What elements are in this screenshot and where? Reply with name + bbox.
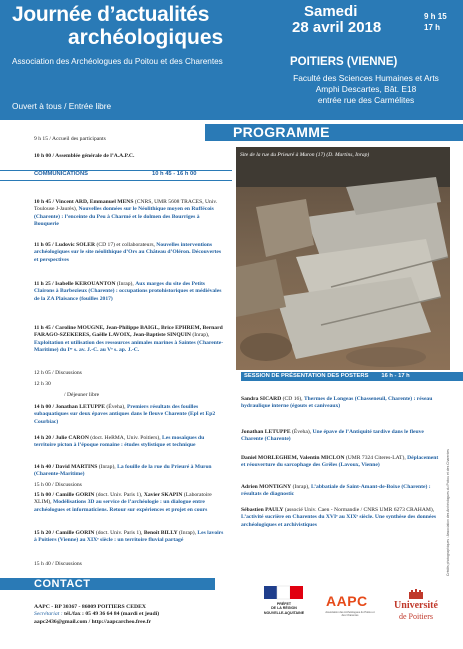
schedule-text: / Assemblée générale de l’A.A.P.C. bbox=[52, 153, 135, 159]
talk-speaker: 15 h 00 / Camille GORIN bbox=[34, 492, 95, 498]
excavation-photo-drawing bbox=[236, 147, 450, 370]
talk-text: / Discussions bbox=[50, 561, 82, 567]
talk-affiliation: (doct. HeRMA, Univ. Poitiers), bbox=[88, 435, 162, 441]
event-day: Samedi bbox=[304, 3, 358, 20]
organizer-name: Association des Archéologues du Poitou et des Charentes bbox=[12, 57, 223, 66]
poster-title: L’activité sucrière en Charentes du XVIᵉ au XIXᵉ siècle. Une synthèse des données archéologiques et archivistiques bbox=[241, 514, 436, 528]
talk-speaker: 11 h 05 / Ludovic SOLER bbox=[34, 242, 96, 248]
programme-title: PROGRAMME bbox=[233, 124, 330, 140]
talk-title: Nouvelles interventions archéologiques sur le site néolithique d’Ors au Château d’Oléron. Découvertes et perspectives bbox=[34, 242, 222, 263]
castle-icon bbox=[408, 588, 424, 600]
talk-item bbox=[34, 404, 224, 426]
schedule-text: / Accueil des participants bbox=[49, 136, 106, 142]
venue-line1: Faculté des Sciences Humaines et Arts bbox=[293, 73, 439, 83]
time-start: 9 h 15 bbox=[424, 12, 447, 21]
up-line1: Université bbox=[394, 600, 438, 611]
venue-line2: Amphi Descartes, Bât. E18 bbox=[315, 84, 417, 94]
poster-item bbox=[241, 455, 439, 470]
talk-item bbox=[34, 492, 224, 514]
universite-poitiers-logo bbox=[390, 588, 442, 626]
schedule-time: 9 h 15 bbox=[34, 136, 48, 142]
communications-time: 10 h 45 - 16 h 00 bbox=[152, 171, 197, 177]
poster-item bbox=[241, 396, 439, 411]
poster-affiliation: (UMR 7324 Citeres-LAT), bbox=[344, 455, 408, 461]
posters-label bbox=[244, 373, 410, 379]
talk-affiliation: (Laboratoire XLIM), bbox=[34, 492, 212, 506]
schedule-item bbox=[34, 153, 224, 160]
poster-affiliation: (associé Univ. Caen - Normandie / CNRS UMR 6273 CRAHAM), bbox=[283, 507, 435, 513]
poster-title: L’abbatiale de Saint-Amant-de-Boixe (Charente) : résultats de diagnostic bbox=[241, 484, 431, 498]
talk-speaker: 14 h 20 / Julie CARON bbox=[34, 435, 89, 441]
talk-speaker: 11 h 25 / Isabelle KEROUANTON bbox=[34, 281, 116, 287]
talk-affiliation: (Inrap), bbox=[115, 281, 136, 287]
aapc-wordmark: AAPC bbox=[326, 593, 368, 609]
secretariat-label: Secrétariat : bbox=[34, 611, 63, 618]
rf-line1: PRÉFET bbox=[276, 602, 292, 606]
venue-line3: entrée rue des Carmélites bbox=[317, 95, 415, 105]
communications-label: COMMUNICATIONS bbox=[34, 171, 88, 177]
talk-item bbox=[34, 370, 224, 377]
poster-item bbox=[241, 429, 439, 444]
talk-time: 15 h 40 bbox=[34, 561, 51, 567]
talk-item bbox=[34, 464, 224, 479]
photo-credit-text: Crédits photographiques : Association des Archéologues du Poitou et des Charentes bbox=[446, 449, 450, 576]
talk-title: La fouille de la rue du Prieuré à Muron (Charente-Maritime) bbox=[34, 464, 212, 478]
talk-item bbox=[34, 530, 224, 545]
talk-title: Aux marges du site des Petits Clairons à Barbezieux (Charente) : occupations protohistoriques et médiévales de la ZA Plaisance (fouilles 2017) bbox=[34, 281, 222, 302]
talk-speaker: 10 h 45 / Vincent ARD, Emmanuel MENS bbox=[34, 199, 134, 205]
talk-speaker: Benoît BILLY bbox=[143, 530, 178, 536]
talk-time: 12 h 30 bbox=[34, 381, 51, 387]
prefet-logo bbox=[262, 584, 306, 624]
talk-affiliation: (doct. Univ. Paris 1), bbox=[94, 530, 144, 536]
talk-speaker: 14 h 40 / David MARTINS bbox=[34, 464, 98, 470]
talk-affiliation: (Inrap), bbox=[177, 530, 198, 536]
talk-item bbox=[34, 325, 224, 355]
talk-item bbox=[34, 561, 224, 568]
poster-title: Une épave de l’Antiquité tardive dans le fleuve Charente (Charente) bbox=[241, 429, 424, 443]
talk-item bbox=[34, 199, 224, 229]
talk-text: / Déjeuner libre bbox=[64, 392, 100, 398]
talk-speaker: Xavier SKAPIN bbox=[143, 492, 183, 498]
poster-affiliation: (CD 16), bbox=[281, 396, 304, 402]
schedule-time: 10 h 00 bbox=[34, 153, 52, 159]
talk-title: Modélisations 3D au service de l’archéologie : un dialogue entre archéologues et informaticiens. Retour sur expériences et projet en cours bbox=[34, 499, 208, 513]
rf-line2: DE LA RÉGION bbox=[271, 606, 297, 611]
talk-speaker: 11 h 45 / Caroline MOUGNE, Jean-Philippe BAIGL, Brice EPHREM, Bernard FARAGO-SZEKERES, Gaëlle LAVOIX, Jean-Baptiste SINQUIN bbox=[34, 325, 223, 339]
talk-affiliation: (CD 17) et collaborateurs, bbox=[95, 242, 157, 248]
posters-session-time: 16 h - 17 h bbox=[381, 373, 410, 379]
event-title-line2: archéologiques bbox=[68, 26, 224, 49]
secretariat-phone: tél./fax : 05 49 36 64 84 (mardi et jeudi) bbox=[62, 611, 160, 618]
poster-author: Adrien MONTIGNY bbox=[241, 484, 292, 490]
contact-email[interactable]: aapc2436@gmail.com / http://aapcarcheo.free.fr bbox=[34, 618, 152, 625]
poster-item bbox=[241, 507, 439, 529]
contact-details bbox=[34, 604, 234, 626]
photo-credit bbox=[444, 378, 452, 578]
talk-item bbox=[64, 392, 254, 399]
poster-affiliation: (Inrap), bbox=[291, 484, 311, 490]
talk-affiliation: (Inrap), bbox=[190, 332, 210, 339]
talk-item bbox=[34, 381, 224, 388]
aapc-subtitle: Association des Archéologues du Poitou et des Charentes bbox=[325, 611, 375, 618]
entry-info: Ouvert à tous / Entrée libre bbox=[12, 101, 112, 111]
talk-title: Exploitation et utilisation des ressources animales marines à Saintes (Charente-Maritime) du Iᵉʳ s. av. J.-C. au Vᵉ s. ap. J.-C. bbox=[34, 339, 224, 354]
time-end: 17 h bbox=[424, 23, 441, 32]
talk-title: Premiers résultats des fouilles subaquatiques sur deux épaves antiques dans le fleuve Charente (Epl et Ep2 Courbiac) bbox=[34, 404, 216, 425]
event-title-line1: Journée d’actualités bbox=[12, 3, 210, 26]
event-city: POITIERS (VIENNE) bbox=[290, 56, 398, 68]
talk-speaker: 15 h 20 / Camille GORIN bbox=[34, 530, 95, 536]
posters-session-title: SESSION DE PRÉSENTATION DES POSTERS bbox=[244, 373, 369, 379]
talk-affiliation: (Inrap), bbox=[97, 464, 118, 470]
rf-line3: NOUVELLE-AQUITAINE bbox=[263, 610, 305, 615]
schedule-item bbox=[34, 136, 224, 143]
talk-title: Nouvelles données sur le Néolithique moyen en Ruffécois (Charente) : l’enceinte du Peu à Charmé et le dolmen des Bourriges à Bouquerie bbox=[34, 206, 214, 228]
talk-item bbox=[34, 242, 224, 264]
talk-text: / Discussions bbox=[50, 482, 82, 488]
poster-author: Sandra SICARD bbox=[241, 396, 282, 402]
talk-title: Les lavoirs à Poitiers (Vienne) au XIXᵉ siècle : un territoire fluvial partagé bbox=[34, 530, 224, 544]
poster-affiliation: (Éveha), bbox=[290, 429, 313, 435]
contact-address: AAPC - BP 30367 - 86009 POITIERS CEDEX bbox=[34, 604, 147, 610]
poster-title: Thermes de Longeas (Chasseneuil, Charente) : réseau hydraulique interne (égouts et caniveaux) bbox=[241, 396, 433, 410]
talk-speaker: 14 h 00 / Jonathan LETUPPE bbox=[34, 404, 106, 410]
aapc-logo bbox=[322, 589, 378, 623]
talk-item bbox=[34, 435, 224, 450]
talk-affiliation: (CNRS, UMR 5608 TRACES, Univ. Toulouse J-Jaurès), bbox=[34, 199, 218, 213]
contact-banner bbox=[0, 578, 215, 590]
talk-affiliation: (Éveha), bbox=[105, 404, 127, 410]
talk-time: 12 h 05 bbox=[34, 370, 51, 376]
talk-text: / Discussions bbox=[50, 370, 82, 376]
talk-item bbox=[34, 281, 224, 303]
up-line2: de Poitiers bbox=[399, 612, 433, 621]
talk-item bbox=[34, 482, 224, 489]
poster-author: Jonathan LETUPPE bbox=[241, 429, 291, 435]
talk-title: Les mosaïques du territoire picton à l’époque romaine : études stylistique et technique bbox=[34, 435, 205, 449]
contact-title: CONTACT bbox=[34, 578, 91, 590]
event-date: 28 avril 2018 bbox=[292, 19, 382, 36]
poster-author: Sébastien PAULY bbox=[241, 507, 284, 513]
excavation-photo bbox=[236, 147, 450, 370]
poster-item bbox=[241, 484, 439, 499]
talk-affiliation: (doct. Univ. Paris 1), bbox=[94, 492, 144, 498]
poster-title: Déplacement et réouverture du sarcophage des Grêles (Lavoux, Vienne) bbox=[241, 455, 439, 469]
photo-caption: Site de la rue du Prieuré à Muron (17) (D. Martins, Inrap) bbox=[240, 152, 370, 158]
poster-author: Daniel MORLEGHEM, Valentin MICLON bbox=[241, 455, 345, 461]
talk-time: 15 h 00 bbox=[34, 482, 51, 488]
